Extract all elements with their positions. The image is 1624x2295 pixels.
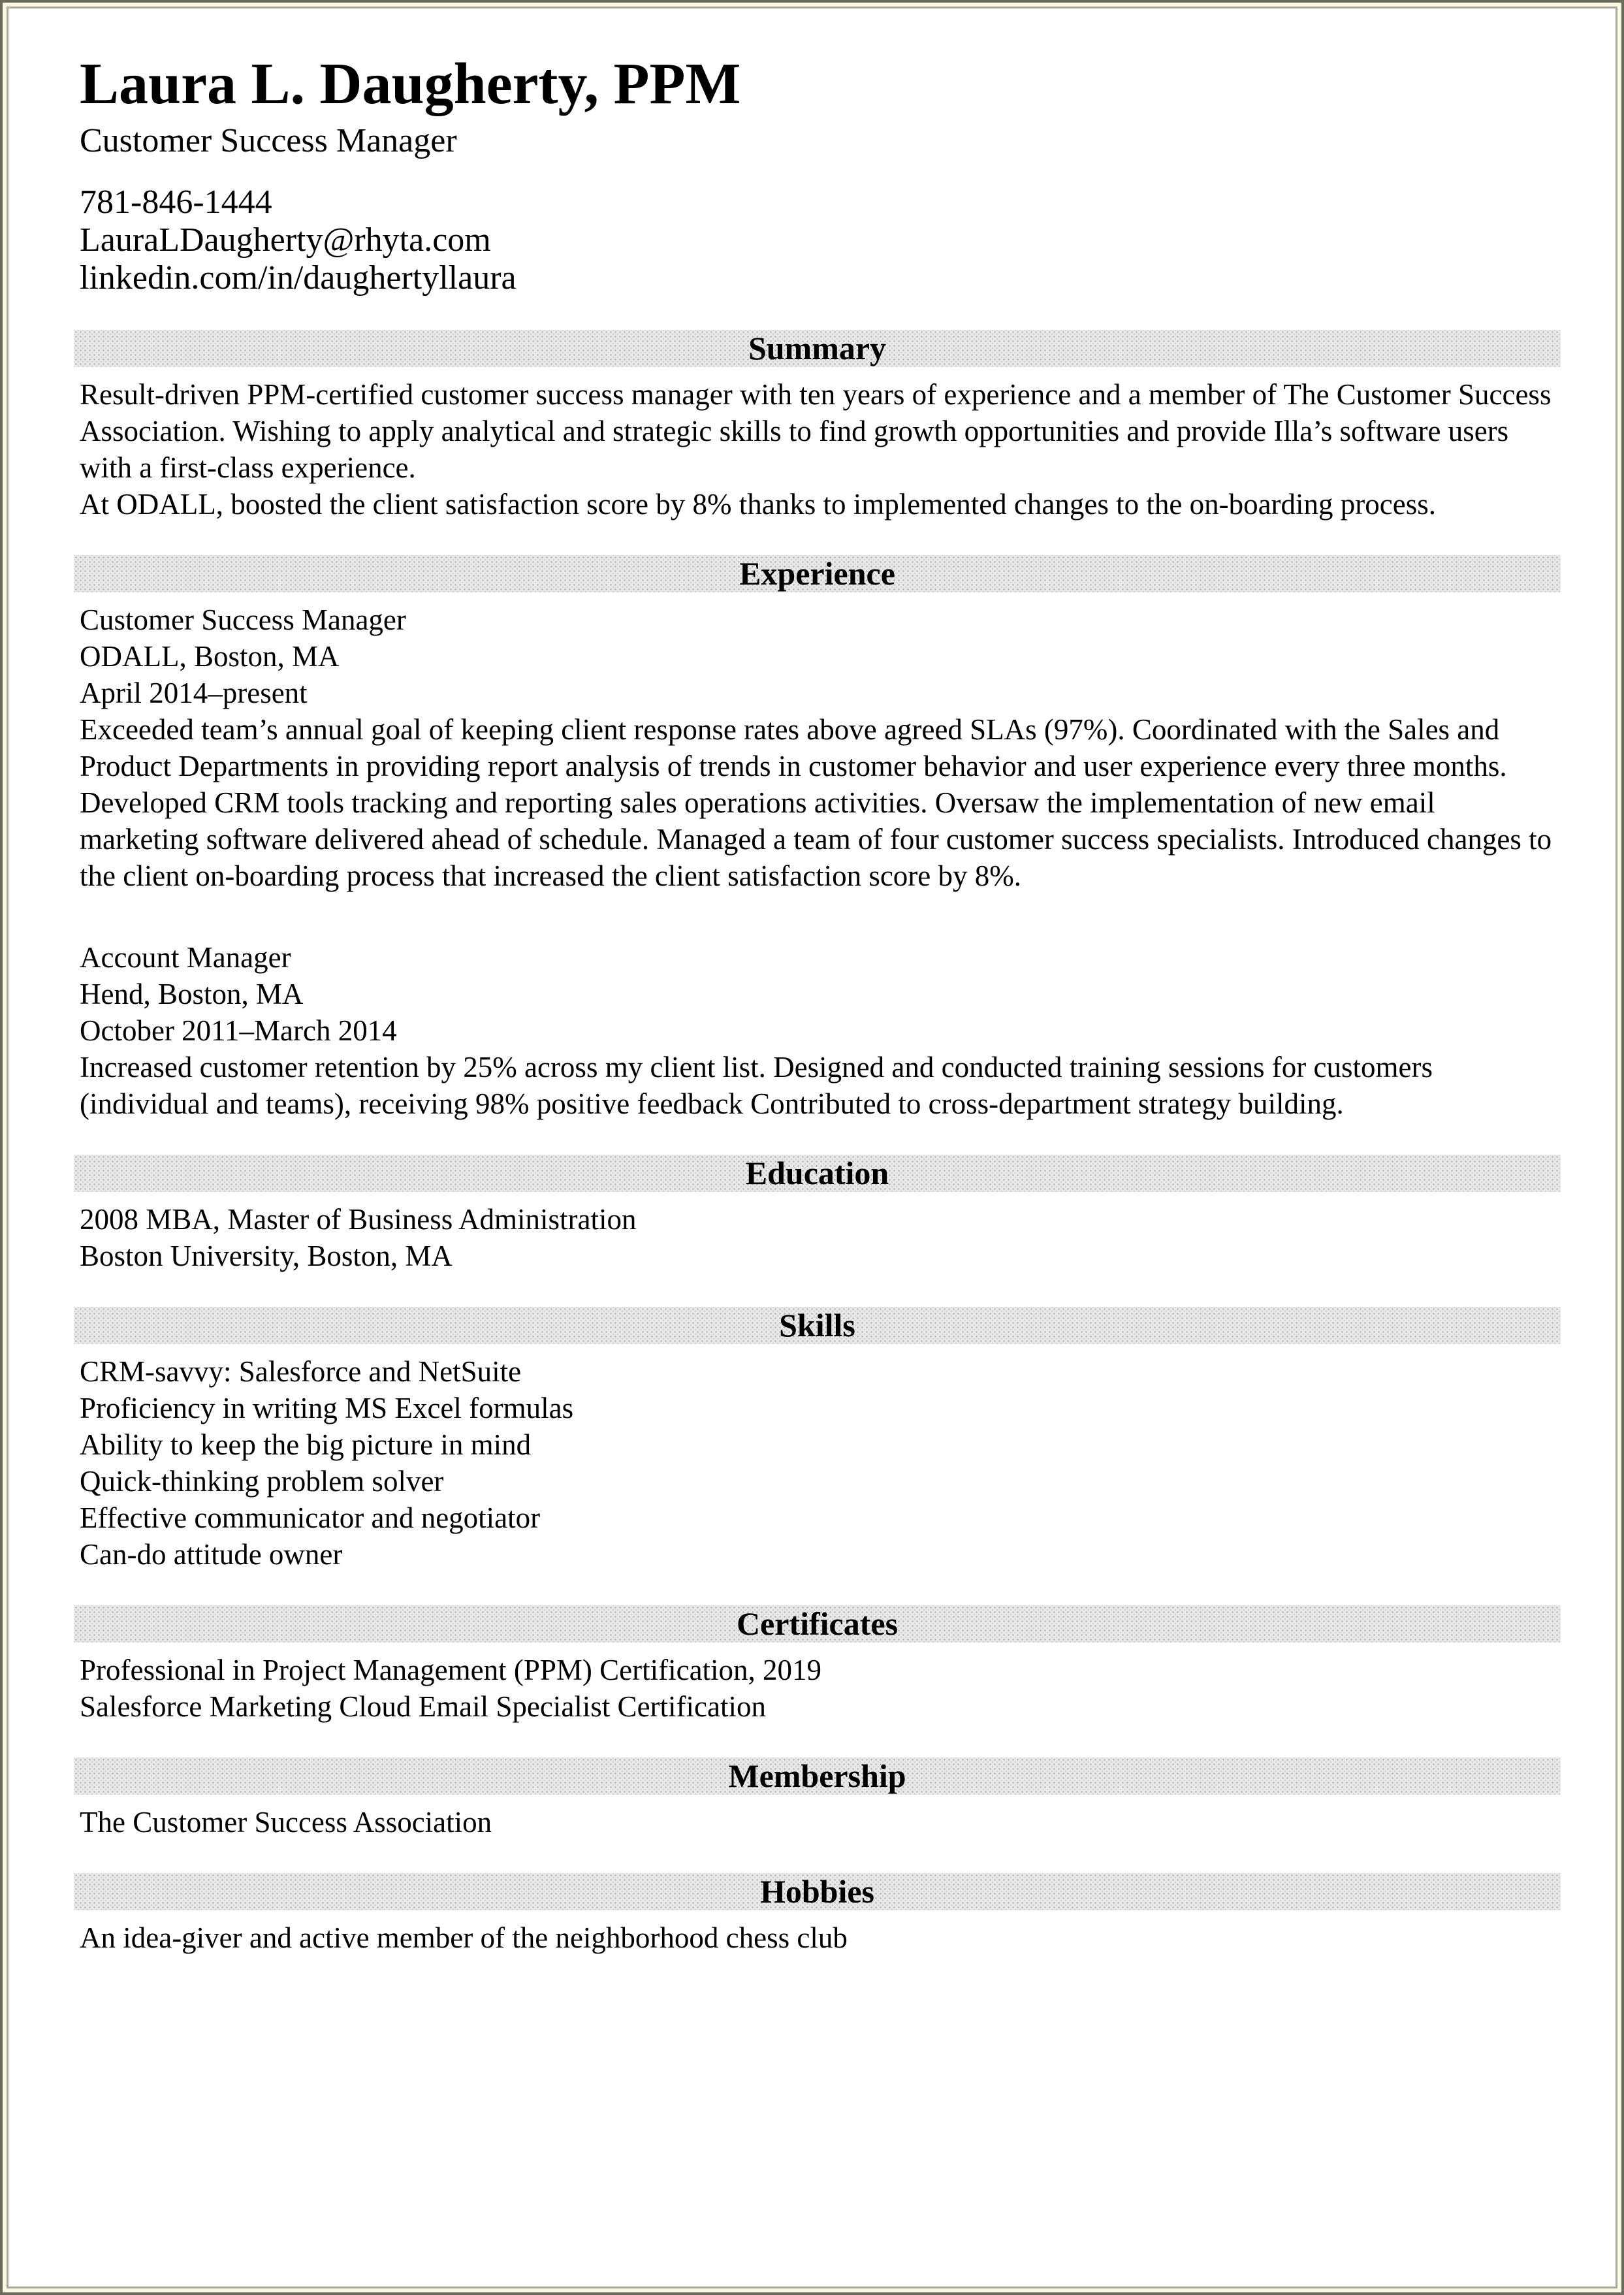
section-heading-skills: Skills: [74, 1307, 1561, 1344]
certificates-section: [80, 1652, 1561, 1725]
experience-section: [80, 602, 1561, 1122]
job-entry: [80, 602, 1561, 894]
hobbies-section: [80, 1919, 1561, 1956]
resume-content: [8, 54, 1616, 1956]
section-heading-membership: Membership: [74, 1757, 1561, 1795]
certificate-item: Professional in Project Management (PPM) Certification, 2019: [80, 1654, 822, 1686]
education-line: Boston University, Boston, MA: [80, 1240, 453, 1272]
job-title: Account Manager: [80, 941, 291, 974]
hobby-item: An idea-giver and active member of the neighborhood chess club: [80, 1921, 848, 1954]
contact-phone: 781-846-1444: [80, 184, 272, 221]
membership-item: The Customer Success Association: [80, 1806, 492, 1838]
skill-item: Proficiency in writing MS Excel formulas: [80, 1392, 574, 1424]
membership-section: [80, 1804, 1561, 1840]
certificate-item: Salesforce Marketing Cloud Email Specialist Certification: [80, 1690, 766, 1723]
skill-item: CRM-savvy: Salesforce and NetSuite: [80, 1355, 522, 1388]
contact-email: LauraLDaugherty@rhyta.com: [80, 221, 491, 259]
job-description: Exceeded team’s annual goal of keeping client response rates above agreed SLAs (97%). Coordinated with the Sales and Product Departments in providing report analysis of trends in customer behavior and user experience every three months. Developed CRM tools tracking and reporting sales operations activities. Oversaw the implementation of new email marketing software delivered ahead of schedule. Managed a team of four customer success specialists. Introduced changes to the client on-boarding process that increased the client satisfaction score by 8%.: [80, 713, 1552, 892]
summary-paragraph: Result-driven PPM-certified customer success manager with ten years of experience and a member of The Customer Success Association. Wishing to apply analytical and strategic skills to find growth opportunities and provide Illa’s software users with a first-class experience.: [80, 378, 1552, 484]
section-heading-hobbies: Hobbies: [74, 1873, 1561, 1910]
skill-item: Effective communicator and negotiator: [80, 1501, 541, 1534]
contact-block: [80, 184, 1561, 297]
job-company: ODALL, Boston, MA: [80, 640, 340, 673]
skill-item: Quick-thinking problem solver: [80, 1465, 444, 1498]
skill-item: Can-do attitude owner: [80, 1538, 343, 1571]
skill-item: Ability to keep the big picture in mind: [80, 1428, 532, 1461]
page-border-cream: [3, 3, 1621, 2292]
summary-section: [80, 376, 1561, 522]
candidate-job-title: Customer Success Manager: [80, 122, 457, 159]
page-border-inner: [7, 7, 1617, 2288]
education-section: [80, 1201, 1561, 1274]
job-title: Customer Success Manager: [80, 603, 406, 636]
section-heading-certificates: Certificates: [74, 1605, 1561, 1643]
job-description: Increased customer retention by 25% across my client list. Designed and conducted training sessions for customers (individual and teams), receiving 98% positive feedback Contributed to cross-department strategy building.: [80, 1051, 1433, 1120]
education-line: 2008 MBA, Master of Business Administration: [80, 1203, 637, 1236]
section-heading-education: Education: [74, 1155, 1561, 1192]
job-company: Hend, Boston, MA: [80, 978, 304, 1010]
section-heading-summary: Summary: [74, 330, 1561, 367]
candidate-name: Laura L. Daugherty, PPM: [80, 52, 741, 116]
job-entry: [80, 939, 1561, 1122]
section-heading-experience: Experience: [74, 555, 1561, 592]
summary-paragraph: At ODALL, boosted the client satisfaction score by 8% thanks to implemented changes to the on-boarding process.: [80, 488, 1436, 521]
contact-linkedin: linkedin.com/in/daughertyllaura: [80, 259, 517, 297]
job-dates: April 2014–present: [80, 677, 308, 709]
skills-section: [80, 1353, 1561, 1573]
job-dates: October 2011–March 2014: [80, 1014, 397, 1047]
